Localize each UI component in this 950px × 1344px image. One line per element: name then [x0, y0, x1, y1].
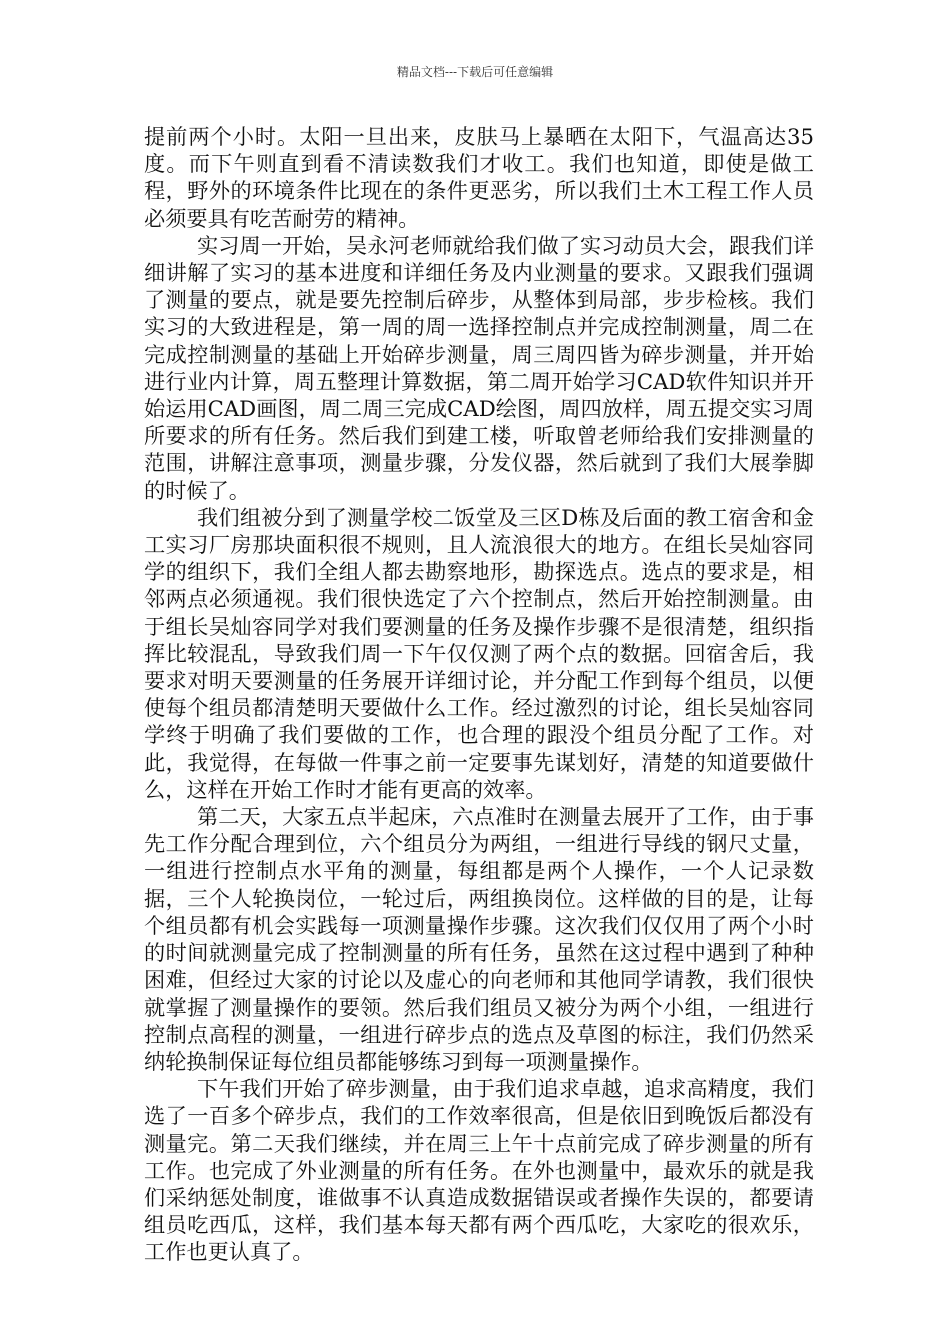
paragraph-4: 第二天，大家五点半起床，六点准时在测量去展开了工作，由于事先工作分配合理到位，六个组员分为两组，一组进行导线的钢尺丈量，一组进行控制点水平角的测量，每组都是两个人操作，一个人记录数据，三个人轮换岗位，一轮过后，两组换岗位。这样做的目的是，让每个组员都有机会实践每一项测量操作步骤。这次我们仅仅用了两个小时的时间就测量完成了控制测量的所有任务，虽然在这过程中遇到了种种困难，但经过大家的讨论以及虚心的向老师和其他同学请教，我们很快就掌握了测量操作的要领。然后我们组员又被分为两个小组，一组进行控制点高程的测量，一组进行碎步点的选点及草图的标注，我们仍然采纳轮换制保证每位组员都能够练习到每一项测量操作。	[144, 804, 814, 1074]
paragraph-5: 下午我们开始了碎步测量，由于我们追求卓越，追求高精度，我们选了一百多个碎步点，我们的工作效率很高，但是依旧到晚饭后都没有测量完。第二天我们继续，并在周三上午十点前完成了碎步测量的所有工作。也完成了外业测量的所有任务。在外也测量中，最欢乐的就是我们采纳惩处制度，谁做事不认真造成数据错误或者操作失误的，都要请组员吃西瓜，这样，我们基本每天都有两个西瓜吃，大家吃的很欢乐，工作也更认真了。	[144, 1076, 814, 1265]
paragraph-2: 实习周一开始，吴永河老师就给我们做了实习动员大会，跟我们详细讲解了实习的基本进度和详细任务及内业测量的要求。又跟我们强调了测量的要点，就是要先控制后碎步，从整体到局部，步步检核。我们实习的大致进程是，第一周的周一选择控制点并完成控制测量，周二在完成控制测量的基础上开始碎步测量，周三周四皆为碎步测量，并开始进行业内计算，周五整理计算数据，第二周开始学习CAD软件知识并开始运用CAD画图，周二周三完成CAD绘图，周四放样，周五提交实习周所要求的所有任务。然后我们到建工楼，听取曾老师给我们安排测量的范围，讲解注意事项，测量步骤，分发仪器，然后就到了我们大展拳脚的时候了。	[144, 232, 814, 503]
document-body	[144, 123, 814, 1266]
paragraph-3: 我们组被分到了测量学校二饭堂及三区D栋及后面的教工宿舍和金工实习厂房那块面积很不规则，且人流浪很大的地方。在组长吴灿容同学的组织下，我们全组人都去勘察地形，勘探选点。选点的要求是，相邻两点必须通视。我们很快选定了六个控制点，然后开始控制测量。由于组长吴灿容同学对我们要测量的任务及操作步骤不是很清楚，组织指挥比较混乱，导致我们周一下午仅仅测了两个点的数据。回宿舍后，我要求对明天要测量的任务展开详细讨论，并分配工作到每个组员，以便使每个组员都清楚明天要做什么工作。经过激烈的讨论，组长吴灿容同学终于明确了我们要做的工作，也合理的跟没个组员分配了工作。对此，我觉得，在每做一件事之前一定要事先谋划好，清楚的知道要做什么，这样在开始工作时才能有更高的效率。	[144, 504, 814, 802]
page-header: 精品文档---下载后可任意编辑	[396, 65, 554, 79]
paragraph-1: 提前两个小时。太阳一旦出来，皮肤马上暴晒在太阳下，气温高达35度。而下午则直到看不清读数我们才收工。我们也知道，即使是做工程，野外的环境条件比现在的条件更恶劣，所以我们土木工程工作人员必须要具有吃苦耐劳的精神。	[144, 124, 814, 231]
